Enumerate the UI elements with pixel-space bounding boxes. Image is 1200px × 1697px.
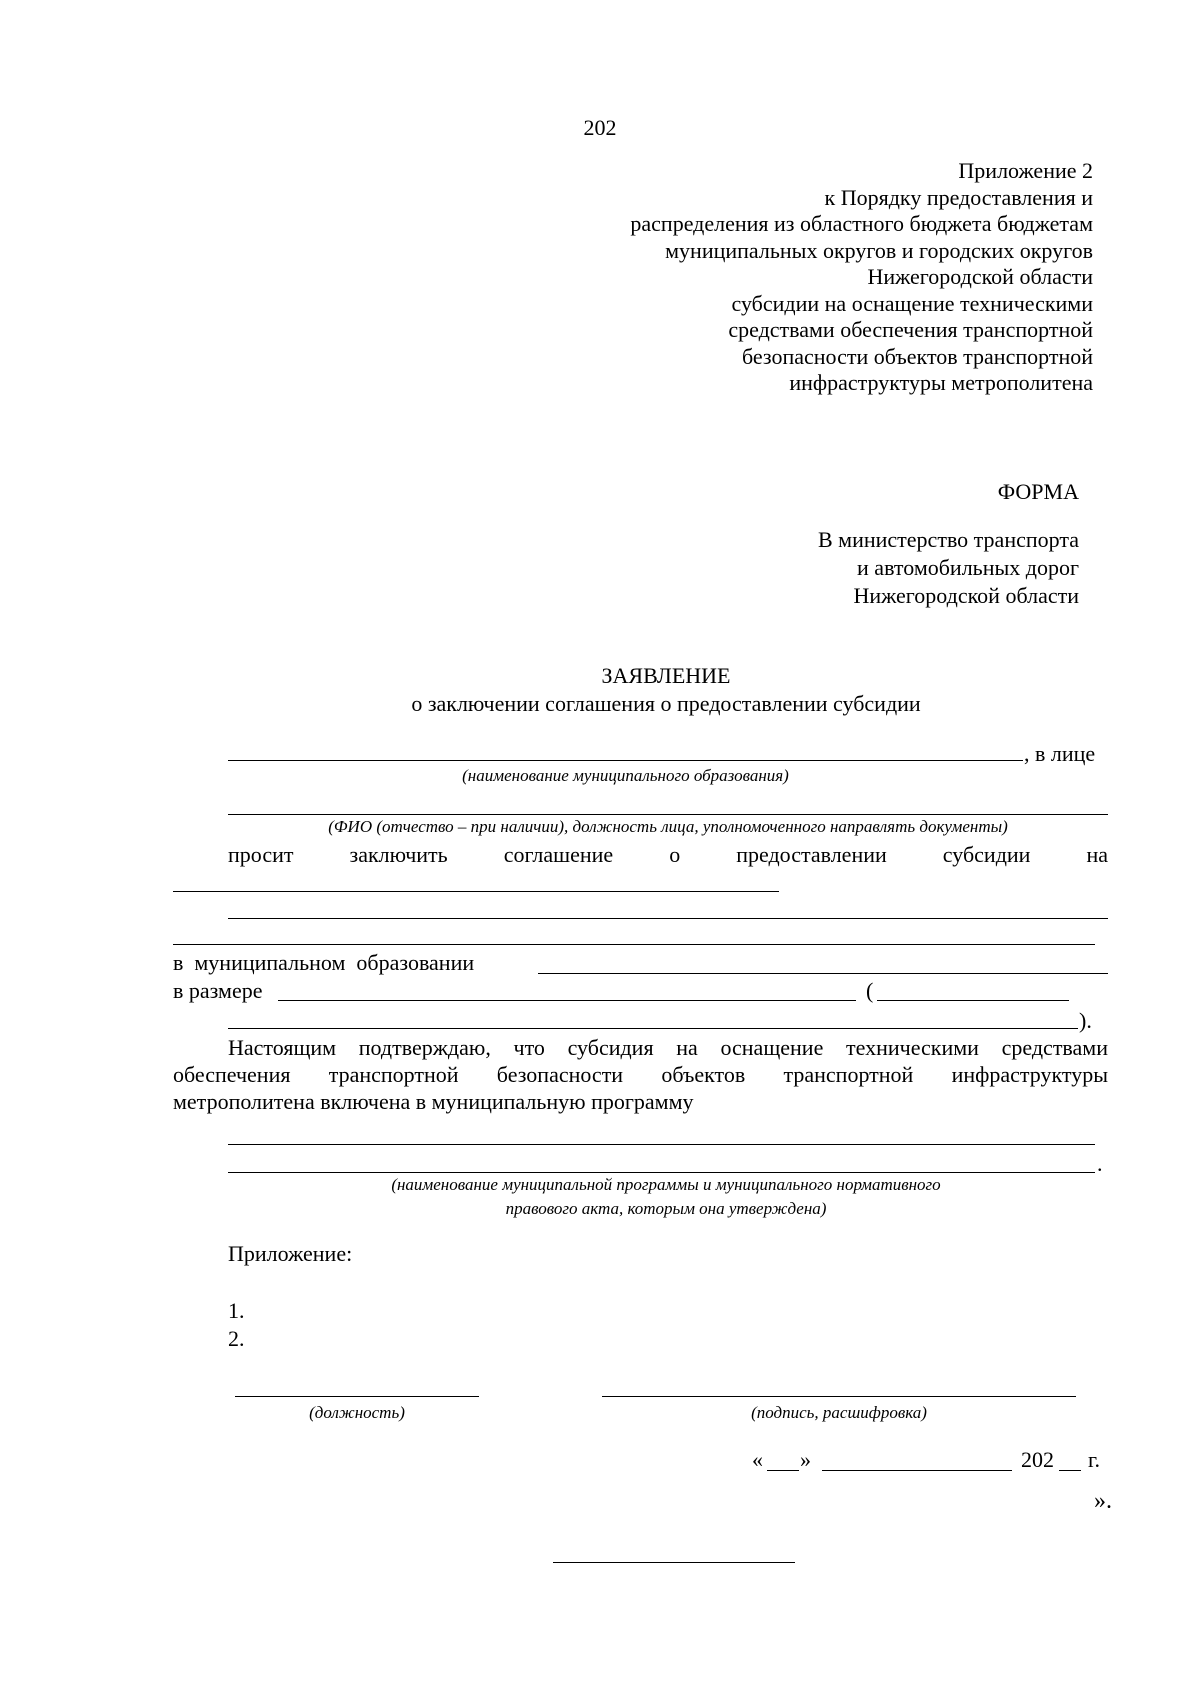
confirm-line-3: метрополитена включена в муниципальную программу xyxy=(173,1089,694,1114)
addressee-line: В министерство транспорта xyxy=(818,527,1079,552)
amount-number-line[interactable] xyxy=(278,1000,856,1001)
authorized-person-line[interactable] xyxy=(228,814,1108,815)
in-person-text: , в лице xyxy=(1024,741,1096,766)
request-word: субсидии xyxy=(942,842,1031,867)
attachments-label: Приложение: xyxy=(228,1241,353,1266)
appendix-header xyxy=(630,158,1093,397)
request-word: соглашение xyxy=(503,842,614,867)
request-word: предоставлении xyxy=(736,842,887,867)
date-year-line[interactable] xyxy=(1059,1470,1081,1471)
purpose-line-3[interactable] xyxy=(173,944,1095,945)
caption-program-1: (наименование муниципальной программы и муниципального нормативного xyxy=(391,1175,941,1194)
appendix-line: муниципальных округов и городских округов xyxy=(665,237,1093,263)
municipality-line[interactable] xyxy=(538,973,1108,974)
municipality-name-line[interactable] xyxy=(228,760,1023,761)
request-word: заключить xyxy=(349,842,448,867)
attachment-item-1: 1. xyxy=(228,1298,245,1323)
open-paren: ( xyxy=(866,978,874,1003)
amount-words-line-2[interactable] xyxy=(228,1028,1078,1029)
bottom-separator xyxy=(553,1562,795,1563)
date-open-quote: « xyxy=(752,1447,763,1472)
request-word: на xyxy=(1086,842,1108,867)
confirm-line-2: обеспечения транспортной безопасности объектов транспортной инфраструктуры xyxy=(173,1062,1108,1087)
in-municipality-text: в муниципальном образовании xyxy=(173,950,475,975)
appendix-line: Нижегородской области xyxy=(867,264,1093,289)
caption-person: (ФИО (отчество – при наличии), должность лица, уполномоченного направлять документы) xyxy=(328,817,1008,836)
addressee-line: Нижегородской области xyxy=(853,583,1079,608)
date-day-line[interactable] xyxy=(767,1470,799,1471)
date-month-line[interactable] xyxy=(822,1470,1012,1471)
program-period: . xyxy=(1097,1151,1103,1176)
addressee-line: и автомобильных дорог xyxy=(857,555,1079,580)
position-line[interactable] xyxy=(235,1396,479,1397)
appendix-line: безопасности объектов транспортной xyxy=(741,343,1093,369)
appendix-line: средствами обеспечения транспортной xyxy=(728,317,1093,342)
appendix-line: Приложение 2 xyxy=(958,158,1093,183)
date-year-prefix: 202 xyxy=(1021,1447,1054,1472)
caption-position: (должность) xyxy=(309,1403,405,1422)
purpose-line-2[interactable] xyxy=(228,918,1108,919)
program-line-1[interactable] xyxy=(228,1144,1095,1145)
request-word: о xyxy=(669,842,681,867)
appendix-line: субсидии на оснащение техническими xyxy=(731,290,1093,316)
date-year-suffix: г. xyxy=(1088,1447,1101,1472)
confirm-line-1: Настоящим подтверждаю, что субсидия на оснащение техническими средствами xyxy=(228,1035,1108,1060)
amount-words-line-1[interactable] xyxy=(877,1000,1069,1001)
caption-program-2: правового акта, которым она утверждена) xyxy=(505,1199,827,1218)
signature-line[interactable] xyxy=(602,1396,1076,1397)
document-title: ЗАЯВЛЕНИЕ xyxy=(601,663,731,688)
appendix-line: распределения из областного бюджета бюджетам xyxy=(630,211,1093,236)
caption-signature: (подпись, расшифровка) xyxy=(751,1403,927,1422)
program-line-2[interactable] xyxy=(228,1172,1095,1173)
date-close-quote: » xyxy=(800,1447,811,1472)
form-label: ФОРМА xyxy=(997,479,1079,504)
request-word: просит xyxy=(228,842,294,867)
addressee-block xyxy=(818,526,1079,610)
amount-label: в размере xyxy=(173,978,263,1003)
purpose-line-1[interactable] xyxy=(173,891,779,892)
closing-mark: ». xyxy=(1094,1488,1112,1514)
request-sentence xyxy=(228,841,1108,869)
caption-municipality: (наименование муниципального образования) xyxy=(462,766,789,785)
appendix-line: к Порядку предоставления и xyxy=(824,184,1093,210)
close-paren: ). xyxy=(1079,1008,1092,1033)
appendix-line: инфраструктуры метрополитена xyxy=(789,370,1093,395)
page-number: 202 xyxy=(583,115,617,140)
document-subtitle: о заключении соглашения о предоставлении субсидии xyxy=(411,691,921,716)
attachment-item-2: 2. xyxy=(228,1326,245,1351)
